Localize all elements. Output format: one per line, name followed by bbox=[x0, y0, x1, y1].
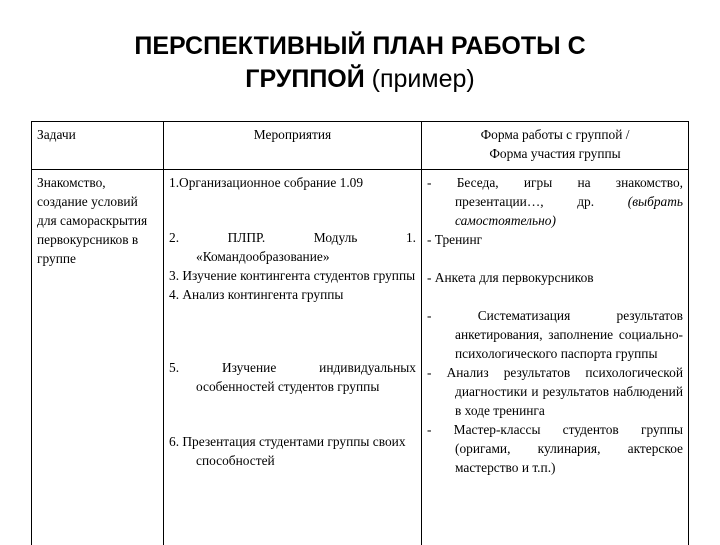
page-title bbox=[0, 30, 720, 96]
header-events: Мероприятия bbox=[164, 122, 422, 170]
event-item: 1.Организационное собрание 1.09 bbox=[169, 173, 416, 192]
table-row bbox=[32, 170, 689, 545]
table-header-row bbox=[32, 122, 689, 170]
title-example-note: (пример) bbox=[372, 65, 475, 93]
work-plan-table bbox=[31, 121, 689, 545]
title-line-2: ГРУППОЙ (пример) bbox=[0, 63, 720, 96]
event-item: 3. Изучение контингента студентов группы bbox=[169, 266, 416, 285]
event-item: 4. Анализ контингента группы bbox=[169, 285, 416, 304]
form-item: - Мастер-классы студентов группы (оригами, кулинария, актерское мастерство и т.п.) bbox=[427, 420, 683, 477]
header-tasks: Задачи bbox=[32, 122, 164, 170]
event-item: 6. Презентация студентами группы своих способностей bbox=[169, 432, 416, 470]
tasks-cell: Знакомство, создание условий для самораскрытия первокурсников в группе bbox=[32, 170, 164, 545]
form-item: - Тренинг bbox=[427, 230, 683, 249]
header-form-line-2: Форма участия группы bbox=[427, 144, 683, 163]
forms-cell bbox=[422, 170, 689, 545]
event-item: 2. ПЛПР. Модуль 1. «Командообразование» bbox=[169, 228, 416, 266]
choose-note: (выбрать самостоятельно) bbox=[455, 194, 683, 228]
form-item: - Анкета для первокурсников bbox=[427, 268, 683, 287]
form-item: - Анализ результатов психологической диагностики и результатов наблюдений в ходе тренинга bbox=[427, 363, 683, 420]
event-item: 5. Изучение индивидуальных особенностей студентов группы bbox=[169, 358, 416, 396]
header-form bbox=[422, 122, 689, 170]
form-item: - Систематизация результатов анкетирования, заполнение социально-психологического паспорта группы bbox=[427, 306, 683, 363]
form-item: - Беседа, игры на знакомство, презентации…, др. (выбрать самостоятельно) bbox=[427, 173, 683, 230]
title-line-1: ПЕРСПЕКТИВНЫЙ ПЛАН РАБОТЫ С bbox=[0, 30, 720, 63]
events-cell bbox=[164, 170, 422, 545]
header-form-line-1: Форма работы с группой / bbox=[427, 125, 683, 144]
